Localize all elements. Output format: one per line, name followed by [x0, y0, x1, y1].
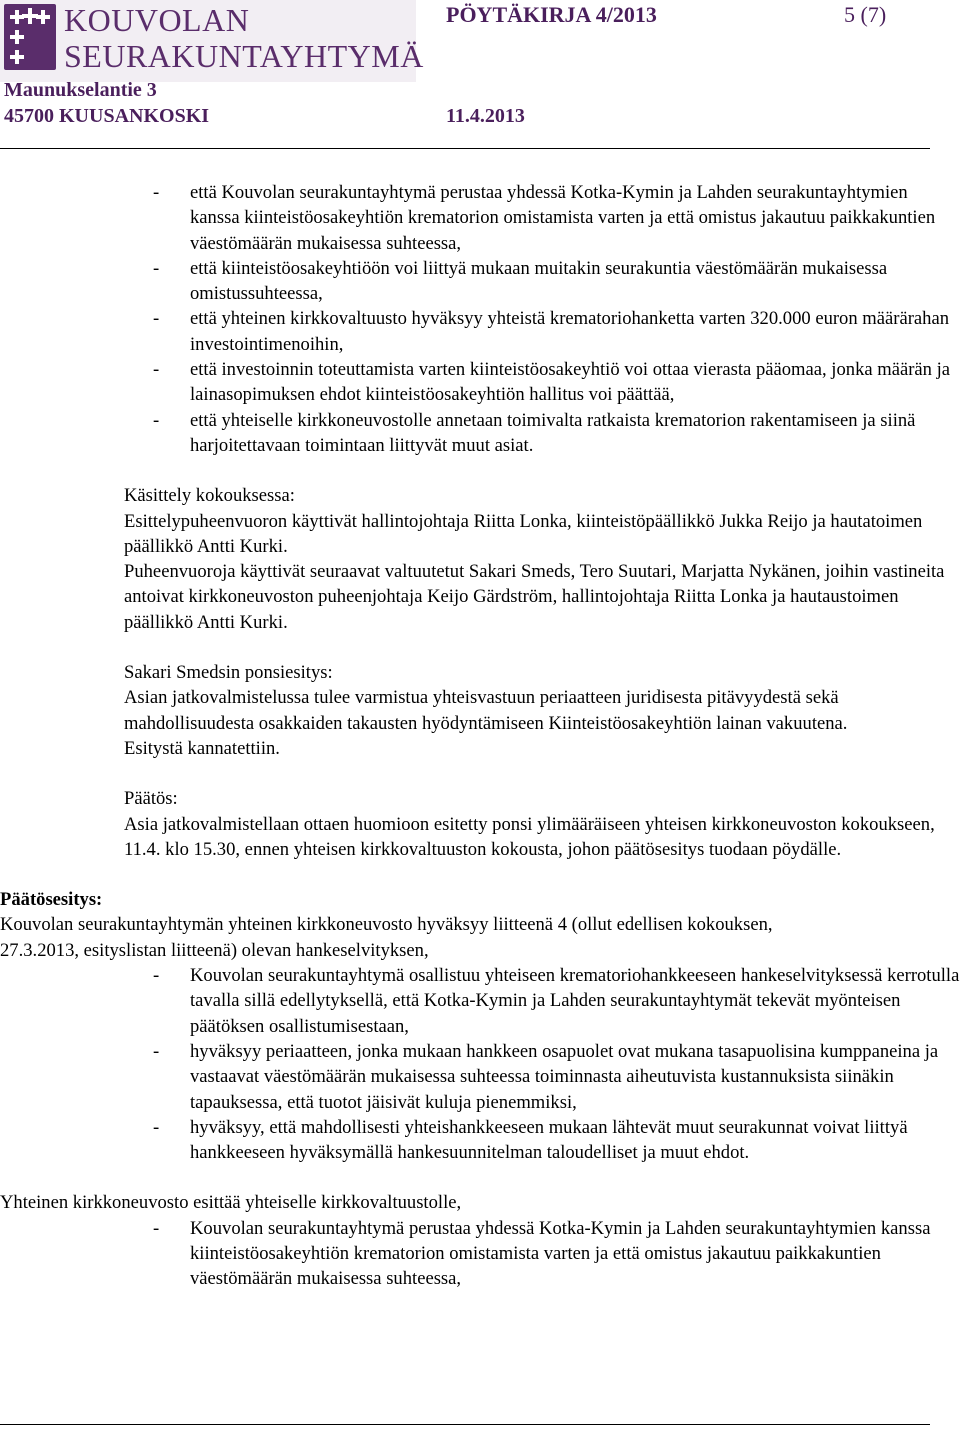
logo-banner [0, 0, 424, 82]
intro-bullet-list [0, 180, 960, 458]
list-item: - että investoinnin toteuttamista varten kiinteistöosakeyhtiö voi ottaa vierasta pääomaa, jonka määrän ja lainasopimuksen ehdot kiinteistöosakeyhtiön hallitus voi päättää, [153, 359, 951, 406]
section-heading: Sakari Smedsin ponsiesitys: [124, 662, 333, 684]
list-item: - että yhteinen kirkkovaltuusto hyväksyy yhteistä krematoriohanketta varten 320.000 euron määrärahan investointimenoihin, [153, 308, 950, 355]
paragraph: Asia jatkovalmistellaan ottaen huomioon esitetty ponsi ylimääräiseen yhteisen kirkkoneuvoston kokoukseen, 11.4. klo 15.30, ennen yhteisen kirkkovaltuuston kokousta, johon päätösesitys tuodaan pöydälle. [124, 813, 935, 860]
list-item: - hyväksyy, että mahdollisesti yhteishankkeeseen mukaan lähtevät muut seurakunnat voivat liittyä hankkeeseen hyväksymällä hankesuunnitelman taloudelliset ja muut ehdot. [153, 1116, 908, 1164]
document-title: PÖYTÄKIRJA 4/2013 [446, 2, 657, 27]
list-item: - Kouvolan seurakuntayhtymä osallistuu yhteiseen krematoriohankkeeseen hankeselvityksessä kerrotulla tavalla sillä edellytyksellä, että Kotka-Kymin ja Lahden seurakuntayhtymät tekevät myönteisen päätöksen osallistumisestaan, [153, 965, 960, 1037]
paragraph: Asian jatkovalmistelussa tulee varmistua yhteisvastuun periaatteen juridisesta pitävyydestä sekä mahdollisuudesta osakkaiden takausten hyödyntämiseen Kiinteistöosakeyhtiön lainan vakuutena. [124, 687, 848, 734]
cross-emblem-icon [4, 4, 56, 70]
address-city: 45700 KUUSANKOSKI [4, 105, 210, 127]
section-heading: Päätösesitys: [0, 889, 103, 911]
document-date: 11.4.2013 [446, 105, 525, 127]
paragraph: Esittelypuheenvuoron käyttivät hallintojohtaja Riitta Lonka, kiinteistöpäällikkö Jukka Reijo ja hautatoimen päällikkö Antti Kurki. [124, 510, 923, 557]
list-item: - että kiinteistöosakeyhtiöön voi liittyä mukaan muitakin seurakuntia väestömäärän mukaisessa omistussuhteessa, [153, 257, 888, 305]
address-street: Maunukselantie 3 [4, 79, 157, 101]
final-proposal-section [0, 1190, 960, 1291]
footer-divider [0, 1424, 930, 1425]
org-name-line2: SEURAKUNTAYHTYMÄ [64, 38, 424, 74]
proposal-section [0, 887, 960, 1165]
section-heading: Käsittely kokouksessa: [124, 485, 295, 507]
handling-section [124, 483, 960, 635]
paragraph: Yhteinen kirkkoneuvosto esittää yhteiselle kirkkovaltuustolle, [0, 1192, 462, 1214]
decision-section [124, 786, 960, 862]
section-heading: Päätös: [124, 788, 178, 810]
motion-section [124, 660, 960, 761]
list-item: - että yhteiselle kirkkoneuvostolle annetaan toimivalta ratkaista krematorion rakentamiseen ja siinä harjoitettavaan toimintaan liittyvät muut asiat. [153, 409, 916, 456]
document-header [0, 0, 960, 140]
document-body [0, 180, 960, 1292]
paragraph: Puheenvuoroja käyttivät seuraavat valtuutetut Sakari Smeds, Tero Suutari, Marjatta Nykänen, joihin vastineita antoivat kirkkoneuvoston puheenjohtaja Keijo Gärdström, hallintojohtaja Riitta Lonka ja hautaustoimen päällikkö Antti Kurki. [124, 561, 945, 633]
paragraph: Esitystä kannatettiin. [124, 737, 280, 759]
list-item: - että Kouvolan seurakuntayhtymä perustaa yhdessä Kotka-Kymin ja Lahden seurakuntayhtymien kanssa kiinteistöosakeyhtiön krematorion omistamista varten ja että omistus jakautuu paikkakuntien väestömäärän mukaisessa suhteessa, [153, 182, 936, 254]
page-number: 5 (7) [844, 2, 887, 27]
list-item: - Kouvolan seurakuntayhtymä perustaa yhdessä Kotka-Kymin ja Lahden seurakuntayhtymien kanssa kiinteistöosakeyhtiön krematorion omistamista varten ja että omistus jakautuu paikkakuntien väestömäärän mukaisessa suhteessa, [153, 1217, 931, 1290]
paragraph: Kouvolan seurakuntayhtymän yhteinen kirkkoneuvosto hyväksyy liitteenä 4 (ollut edellisen kokouksen, 27.3.2013, esityslistan liitteenä) olevan hankeselvityksen, [0, 914, 773, 961]
org-name-line1: KOUVOLAN [64, 2, 250, 38]
list-item: - hyväksyy periaatteen, jonka mukaan hankkeen osapuolet ovat mukana tasapuolisina kumppaneina ja vastaavat väestömäärän mukaisessa suhteessa toiminnasta aiheutuvista kustannuksista siinäkin tapauksessa, että tuotot jäisivät kuluja pienemmiksi, [153, 1040, 939, 1113]
header-divider [0, 148, 930, 149]
